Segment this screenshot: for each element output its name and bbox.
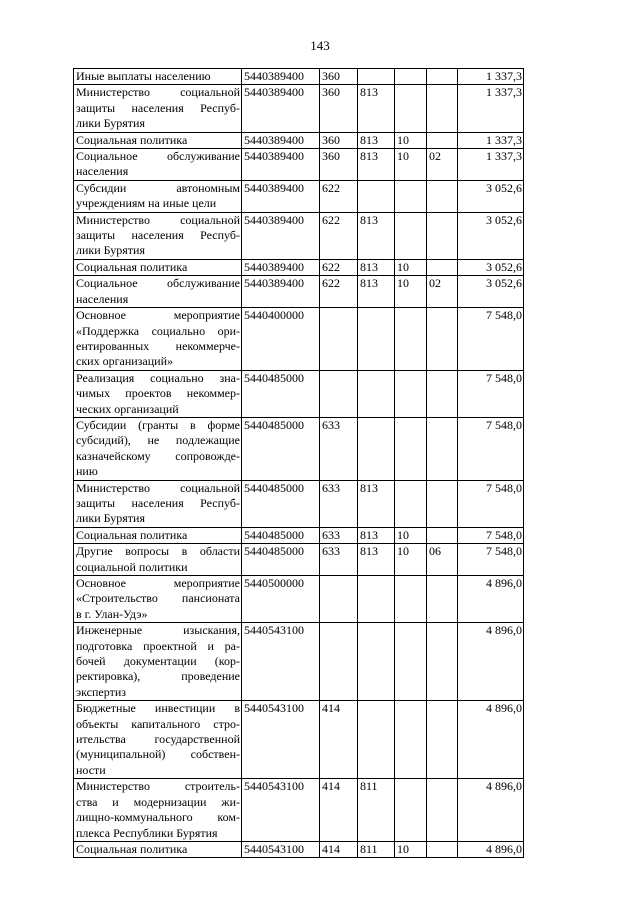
expense-type-code-cell: 360 [320, 69, 358, 85]
item-name-line: лики Бурятия [76, 511, 145, 526]
section-code-cell [395, 701, 427, 779]
table-row [74, 576, 524, 623]
section-code-cell [395, 779, 427, 842]
expense-type-code-cell: 414 [320, 779, 358, 842]
item-name-cell [74, 132, 242, 148]
item-name-line: лики Бурятия [76, 243, 145, 258]
target-article-code-cell: 5440389400 [242, 132, 320, 148]
ministry-code-cell: 813 [358, 480, 395, 527]
amount-cell: 7 548,0 [458, 308, 524, 371]
table-row [74, 779, 524, 842]
item-name-line: ских организаций» [76, 354, 174, 369]
item-name-cell [74, 276, 242, 308]
section-code-cell: 10 [395, 132, 427, 148]
item-name-line: Реализация социально зна- [76, 370, 240, 385]
target-article-code-cell: 5440543100 [242, 779, 320, 842]
target-article-code-cell: 5440500000 [242, 576, 320, 623]
target-article-code-cell: 5440389400 [242, 149, 320, 181]
table-row [74, 370, 524, 417]
target-article-code-cell: 5440485000 [242, 417, 320, 480]
item-name-line: Субсидии автономным [76, 180, 240, 195]
target-article-code-cell: 5440389400 [242, 212, 320, 259]
item-name-cell [74, 576, 242, 623]
expense-type-code-cell: 622 [320, 259, 358, 275]
section-code-cell [395, 480, 427, 527]
expense-type-code-cell: 414 [320, 841, 358, 857]
target-article-code-cell: 5440543100 [242, 841, 320, 857]
item-name-cell [74, 180, 242, 212]
budget-table-body [74, 69, 524, 858]
section-code-cell [395, 370, 427, 417]
subsection-code-cell [427, 85, 458, 132]
table-row [74, 85, 524, 132]
section-code-cell [395, 69, 427, 85]
item-name-cell [74, 370, 242, 417]
subsection-code-cell [427, 308, 458, 371]
amount-cell: 4 896,0 [458, 623, 524, 701]
amount-cell: 4 896,0 [458, 701, 524, 779]
amount-cell: 7 548,0 [458, 480, 524, 527]
item-name-line: Инженерные изыскания, [76, 623, 240, 638]
item-name-line: казначейскому сопровожде- [76, 448, 240, 463]
amount-cell: 7 548,0 [458, 544, 524, 576]
page-number: 143 [310, 38, 330, 53]
section-code-cell [395, 417, 427, 480]
subsection-code-cell [427, 841, 458, 857]
amount-cell: 7 548,0 [458, 417, 524, 480]
table-row [74, 149, 524, 181]
target-article-code-cell: 5440485000 [242, 544, 320, 576]
amount-cell: 3 052,6 [458, 212, 524, 259]
ministry-code-cell: 813 [358, 212, 395, 259]
expense-type-code-cell: 622 [320, 212, 358, 259]
section-code-cell: 10 [395, 276, 427, 308]
item-name-line: подготовка проектной и ра- [76, 638, 240, 653]
amount-cell: 3 052,6 [458, 259, 524, 275]
target-article-code-cell: 5440389400 [242, 85, 320, 132]
expense-type-code-cell [320, 370, 358, 417]
target-article-code-cell: 5440543100 [242, 701, 320, 779]
item-name-line: ности [76, 762, 106, 777]
item-name-line: социальной политики [76, 559, 188, 574]
item-name-line: чимых проектов некоммер- [76, 386, 240, 401]
item-name-cell [74, 623, 242, 701]
amount-cell: 1 337,3 [458, 149, 524, 181]
table-row [74, 132, 524, 148]
item-name-cell [74, 417, 242, 480]
expense-type-code-cell [320, 576, 358, 623]
table-row [74, 212, 524, 259]
amount-cell: 4 896,0 [458, 576, 524, 623]
item-name-line: ства и модернизации жи- [76, 794, 240, 809]
amount-cell: 3 052,6 [458, 180, 524, 212]
item-name-line: Социальное обслуживание [76, 276, 240, 291]
expense-type-code-cell: 360 [320, 85, 358, 132]
item-name-line: Бюджетные инвестиции в [76, 701, 240, 716]
item-name-line: Министерство социальной [76, 212, 240, 227]
item-name-line: защиты населения Респуб- [76, 100, 240, 115]
section-code-cell: 10 [395, 544, 427, 576]
item-name-cell [74, 841, 242, 857]
item-name-line: ительства государственной [76, 732, 240, 747]
item-name-line: ентированных некоммерче- [76, 338, 240, 353]
expense-type-code-cell: 414 [320, 701, 358, 779]
ministry-code-cell: 813 [358, 276, 395, 308]
expense-type-code-cell: 633 [320, 417, 358, 480]
table-row [74, 308, 524, 371]
subsection-code-cell [427, 180, 458, 212]
ministry-code-cell [358, 69, 395, 85]
ministry-code-cell [358, 370, 395, 417]
subsection-code-cell [427, 69, 458, 85]
item-name-line: объекты капитального стро- [76, 716, 240, 731]
item-name-line: в г. Улан-Удэ» [76, 606, 148, 621]
expense-type-code-cell [320, 308, 358, 371]
subsection-code-cell: 02 [427, 276, 458, 308]
ministry-code-cell [358, 623, 395, 701]
expense-type-code-cell: 360 [320, 132, 358, 148]
ministry-code-cell [358, 180, 395, 212]
section-code-cell [395, 623, 427, 701]
item-name-cell [74, 308, 242, 371]
section-code-cell: 10 [395, 841, 427, 857]
table-row [74, 480, 524, 527]
item-name-line: «Строительство пансионата [76, 591, 240, 606]
subsection-code-cell [427, 132, 458, 148]
subsection-code-cell [427, 623, 458, 701]
target-article-code-cell: 5440389400 [242, 180, 320, 212]
table-row [74, 544, 524, 576]
ministry-code-cell: 813 [358, 527, 395, 543]
item-name-line: Субсидии (гранты в форме [76, 417, 240, 432]
item-name-line: Другие вопросы в области [76, 544, 240, 559]
subsection-code-cell [427, 480, 458, 527]
item-name-line: бочей документации (кор- [76, 654, 240, 669]
table-row [74, 527, 524, 543]
table-row [74, 259, 524, 275]
section-code-cell [395, 308, 427, 371]
target-article-code-cell: 5440389400 [242, 276, 320, 308]
item-name-line: субсидий), не подлежащие [76, 433, 240, 448]
item-name-line: Основное мероприятие [76, 308, 240, 323]
item-name-line: лищно-коммунального ком- [76, 810, 240, 825]
expense-type-code-cell: 622 [320, 180, 358, 212]
amount-cell: 7 548,0 [458, 527, 524, 543]
budget-table [73, 68, 524, 858]
ministry-code-cell: 813 [358, 544, 395, 576]
item-name-line: ческих организаций [76, 401, 179, 416]
ministry-code-cell [358, 701, 395, 779]
item-name-line: Министерство социальной [76, 480, 240, 495]
item-name-line: населения [76, 164, 129, 179]
section-code-cell: 10 [395, 527, 427, 543]
ministry-code-cell: 811 [358, 841, 395, 857]
subsection-code-cell [427, 212, 458, 259]
target-article-code-cell: 5440400000 [242, 308, 320, 371]
item-name-line: Социальное обслуживание [76, 149, 240, 164]
item-name-line: плекса Республики Бурятия [76, 825, 218, 840]
expense-type-code-cell: 633 [320, 480, 358, 527]
table-row [74, 841, 524, 857]
item-name-line: защиты населения Респуб- [76, 495, 240, 510]
item-name-line: Основное мероприятие [76, 576, 240, 590]
section-code-cell: 10 [395, 259, 427, 275]
item-name-line: учреждениям на иные цели [76, 196, 217, 211]
item-name-line: «Поддержка социально ори- [76, 323, 240, 338]
item-name-cell [74, 212, 242, 259]
item-name-line: Министерство социальной [76, 85, 240, 100]
section-code-cell [395, 180, 427, 212]
subsection-code-cell [427, 527, 458, 543]
section-code-cell: 10 [395, 149, 427, 181]
subsection-code-cell [427, 370, 458, 417]
subsection-code-cell: 02 [427, 149, 458, 181]
table-row [74, 701, 524, 779]
amount-cell: 7 548,0 [458, 370, 524, 417]
ministry-code-cell [358, 576, 395, 623]
amount-cell: 1 337,3 [458, 132, 524, 148]
section-code-cell [395, 85, 427, 132]
target-article-code-cell: 5440485000 [242, 480, 320, 527]
item-name-line: Министерство строитель- [76, 779, 240, 794]
item-name-line: нию [76, 464, 98, 479]
target-article-code-cell: 5440485000 [242, 370, 320, 417]
table-row [74, 180, 524, 212]
ministry-code-cell [358, 308, 395, 371]
item-name-cell [74, 480, 242, 527]
ministry-code-cell: 813 [358, 149, 395, 181]
amount-cell: 3 052,6 [458, 276, 524, 308]
expense-type-code-cell: 622 [320, 276, 358, 308]
item-name-line: Социальная политика [76, 527, 188, 542]
subsection-code-cell [427, 701, 458, 779]
item-name-line: экспертиз [76, 684, 127, 699]
item-name-cell [74, 779, 242, 842]
expense-type-code-cell [320, 623, 358, 701]
subsection-code-cell: 06 [427, 544, 458, 576]
item-name-cell [74, 85, 242, 132]
item-name-line: населения [76, 291, 129, 306]
amount-cell: 1 337,3 [458, 85, 524, 132]
item-name-cell [74, 259, 242, 275]
target-article-code-cell: 5440389400 [242, 69, 320, 85]
subsection-code-cell [427, 576, 458, 623]
item-name-line: Иные выплаты населению [76, 69, 211, 83]
item-name-line: Социальная политика [76, 259, 188, 274]
ministry-code-cell: 813 [358, 85, 395, 132]
table-row [74, 276, 524, 308]
amount-cell: 4 896,0 [458, 841, 524, 857]
item-name-line: (муниципальной) собствен- [76, 747, 240, 762]
section-code-cell [395, 212, 427, 259]
ministry-code-cell: 813 [358, 259, 395, 275]
amount-cell: 4 896,0 [458, 779, 524, 842]
ministry-code-cell: 813 [358, 132, 395, 148]
item-name-line: Социальная политика [76, 132, 188, 147]
subsection-code-cell [427, 417, 458, 480]
table-row [74, 417, 524, 480]
item-name-line: защиты населения Респуб- [76, 228, 240, 243]
subsection-code-cell [427, 779, 458, 842]
expense-type-code-cell: 633 [320, 544, 358, 576]
expense-type-code-cell: 633 [320, 527, 358, 543]
section-code-cell [395, 576, 427, 623]
item-name-line: ректировка), проведение [76, 669, 240, 684]
item-name-cell [74, 527, 242, 543]
table-row [74, 623, 524, 701]
subsection-code-cell [427, 259, 458, 275]
item-name-cell [74, 69, 242, 85]
target-article-code-cell: 5440485000 [242, 527, 320, 543]
ministry-code-cell [358, 417, 395, 480]
item-name-line: Социальная политика [76, 841, 188, 856]
item-name-line: лики Бурятия [76, 116, 145, 131]
item-name-cell [74, 544, 242, 576]
item-name-cell [74, 149, 242, 181]
item-name-cell [74, 701, 242, 779]
amount-cell: 1 337,3 [458, 69, 524, 85]
ministry-code-cell: 811 [358, 779, 395, 842]
target-article-code-cell: 5440389400 [242, 259, 320, 275]
expense-type-code-cell: 360 [320, 149, 358, 181]
target-article-code-cell: 5440543100 [242, 623, 320, 701]
table-row [74, 69, 524, 85]
